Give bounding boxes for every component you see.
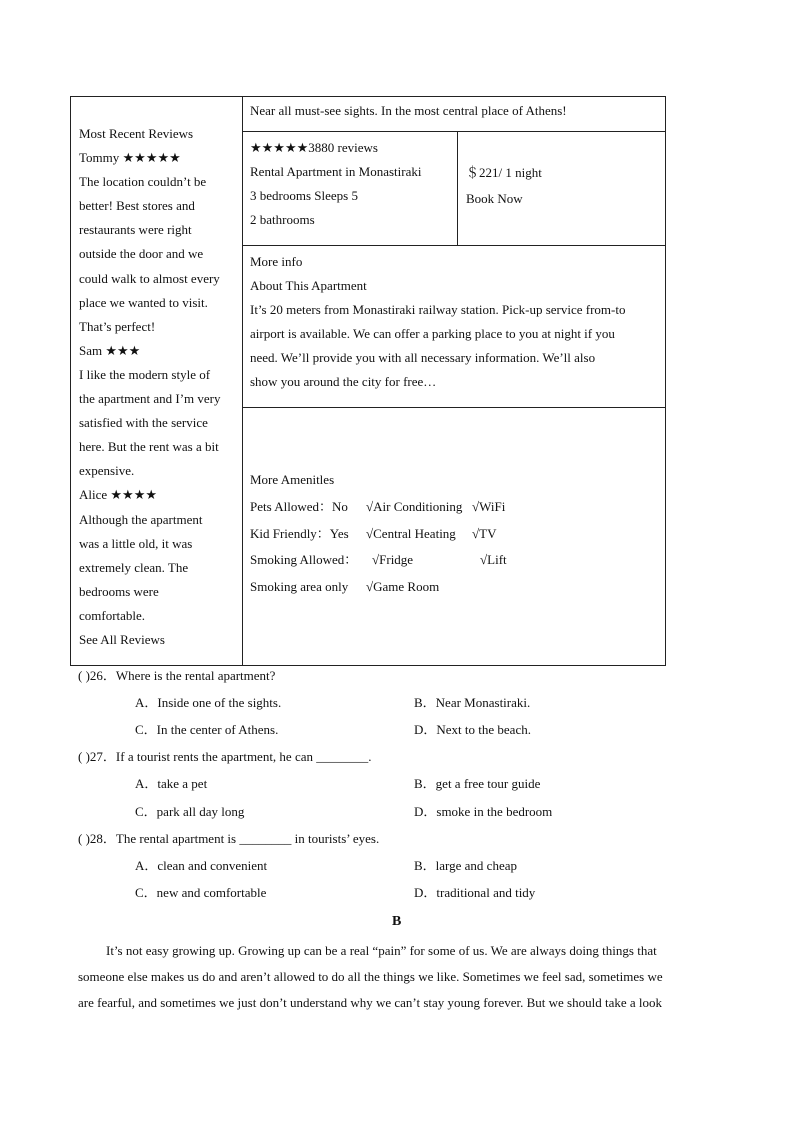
listing-price: ＄221/ 1 night: [466, 165, 542, 180]
review-line: Although the apartment: [79, 511, 203, 527]
amenity-item: Smoking Allowed：: [250, 552, 358, 567]
book-now-link[interactable]: Book Now: [466, 191, 523, 206]
review-line: Tommy ★★★★★: [79, 150, 181, 166]
listing-name: Rental Apartment in Monastiraki: [250, 164, 422, 179]
listing-baths: 2 bathrooms: [250, 212, 315, 227]
section-b-title: B: [392, 914, 402, 929]
option-28-c[interactable]: C．new and comfortable: [135, 885, 267, 900]
option-28-b[interactable]: B．large and cheap: [414, 858, 517, 873]
more-info-line: airport is available. We can offer a parking place to you at night if you: [250, 326, 615, 341]
option-26-d[interactable]: D．Next to the beach.: [414, 722, 531, 737]
review-line: Alice ★★★★: [79, 487, 158, 503]
amenity-col-a: [250, 494, 357, 600]
amenity-item: √Fridge: [372, 552, 414, 567]
listing-info: [250, 136, 422, 232]
price-box: [466, 160, 542, 212]
listing-rating: ★★★★★3880 reviews: [250, 140, 378, 155]
question-28: ( )28．The rental apartment is ________ in tourists’ eyes.: [78, 831, 380, 846]
review-line: place we wanted to visit.: [79, 294, 208, 310]
review-line: the apartment and I’m very: [79, 391, 221, 407]
question-27: ( )27．If a tourist rents the apartment, he can ________.: [78, 749, 372, 764]
review-line: here. But the rent was a bit: [79, 439, 219, 455]
amenity-item: Pets Allowed：No: [250, 499, 348, 514]
review-line: better! Best stores and: [79, 198, 195, 214]
option-28-a[interactable]: A．clean and convenient: [135, 858, 268, 873]
more-info-heading: More info: [250, 254, 303, 269]
amenity-item: Smoking area only: [250, 578, 349, 594]
review-line: I like the modern style of: [79, 366, 211, 382]
section-b-paragraph: [78, 938, 714, 1016]
paragraph-line: It’s not easy growing up. Growing up can be a real “pain” for some of us. We are always doing things that: [106, 943, 657, 958]
review-line: could walk to almost every: [79, 270, 220, 286]
question-26: ( )26．Where is the rental apartment?: [78, 668, 276, 683]
review-line: That’s perfect!: [79, 318, 156, 334]
listing-rooms: 3 bedrooms Sleeps 5: [250, 188, 358, 203]
row-divider: [242, 131, 666, 132]
amenity-item: Kid Friendly：Yes: [250, 525, 349, 541]
amenity-col-b: [366, 494, 462, 600]
amenity-item: √Central Heating: [366, 525, 456, 541]
option-27-a[interactable]: A．take a pet: [135, 776, 208, 791]
review-line: outside the door and we: [79, 246, 204, 262]
row-divider: [242, 407, 666, 408]
review-line: extremely clean. The: [79, 559, 189, 575]
option-27-b[interactable]: B．get a free tour guide: [414, 776, 541, 791]
option-26-b[interactable]: B．Near Monastiraki.: [414, 695, 531, 710]
option-27-c[interactable]: C．park all day long: [135, 804, 245, 819]
about-apartment-heading: About This Apartment: [250, 278, 367, 293]
amenities-heading: More Amenitles: [250, 472, 335, 487]
review-line: comfortable.: [79, 607, 146, 623]
review-line: restaurants were right: [79, 222, 192, 238]
row-divider: [242, 245, 666, 246]
amenity-item: √Air Conditioning: [366, 499, 463, 514]
column-divider: [242, 97, 243, 665]
amenity-col-c: [472, 494, 507, 574]
reviews-section: [79, 122, 221, 652]
option-26-c[interactable]: C．In the center of Athens.: [135, 722, 279, 737]
paragraph-line: are fearful, and sometimes we just don’t understand why we can’t stay young forever. But we should take a look: [78, 995, 663, 1010]
listing-headline: Near all must-see sights. In the most central place of Athens!: [250, 103, 567, 118]
option-27-d[interactable]: D．smoke in the bedroom: [414, 804, 553, 819]
amenity-item: √TV: [472, 525, 497, 541]
more-info-line: need. We’ll provide you with all necessary information. We’ll also: [250, 350, 596, 365]
amenity-item: √WiFi: [472, 499, 506, 514]
reviews-heading: Most Recent Reviews: [79, 126, 194, 141]
more-info-section: [250, 250, 625, 394]
see-all-reviews-link[interactable]: See All Reviews: [79, 631, 165, 647]
paragraph-line: someone else makes us do and aren’t allowed to do all the things we like. Sometimes we feel sad, sometimes we: [78, 969, 663, 984]
review-line: expensive.: [79, 463, 135, 479]
more-info-line: It’s 20 meters from Monastiraki railway station. Pick-up service from-to: [250, 302, 626, 317]
amenity-item: √Lift: [480, 552, 507, 567]
review-line: was a little old, it was: [79, 535, 193, 551]
review-line: The location couldn’t be: [79, 174, 207, 190]
more-info-line: show you around the city for free…: [250, 374, 437, 389]
review-line: Sam ★★★: [79, 342, 141, 358]
column-divider: [457, 131, 458, 245]
amenity-item: √Game Room: [366, 578, 440, 594]
option-28-d[interactable]: D．traditional and tidy: [414, 885, 536, 900]
review-line: satisfied with the service: [79, 415, 208, 431]
option-26-a[interactable]: A．Inside one of the sights.: [135, 695, 282, 710]
review-line: bedrooms were: [79, 583, 159, 599]
